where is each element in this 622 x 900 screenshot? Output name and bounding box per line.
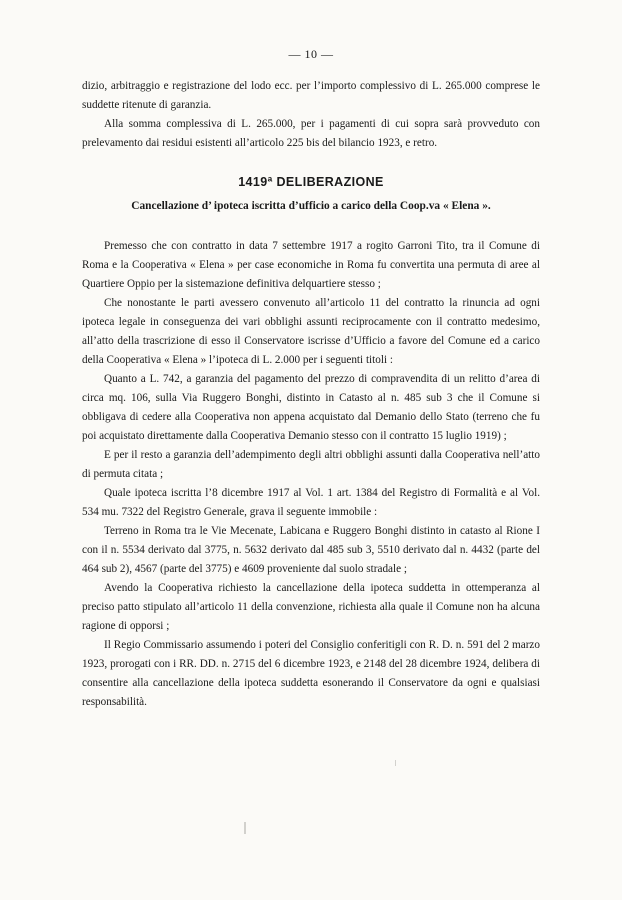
lead-text xyxy=(82,77,540,153)
deliberation-body xyxy=(82,237,540,712)
deliberation-subheading: Cancellazione d’ ipoteca iscritta d’ufficio a carico della Coop.va « Elena ». xyxy=(131,200,491,212)
body-paragraph: Il Regio Commissario assumendo i poteri del Consiglio conferitigli con R. D. n. 591 del 2 marzo 1923, prorogati con i RR. DD. n. 2715 del 6 dicembre 1923, e 2148 del 28 dicembre 1924, delibera di consentire alla cancellazione della ipoteca suddetta esonerando il Conservatore da ogni e qualsiasi responsabilità. xyxy=(82,639,540,708)
paper-speck xyxy=(395,760,396,766)
paper-speck xyxy=(244,822,246,834)
body-paragraph: Avendo la Cooperativa richiesto la cancellazione della ipoteca suddetta in ottemperanza al preciso patto stipulato all’articolo 11 della convenzione, richiesta alla quale il Comune non ha alcuna ragione di opporsi ; xyxy=(82,582,540,632)
page-number: — 10 — xyxy=(288,47,334,61)
body-paragraph: Quanto a L. 742, a garanzia del pagamento del prezzo di compravendita di un relitto d’area di circa mq. 106, sulla Via Ruggero Bonghi, distinto in Catasto al n. 485 sub 3 che il Comune si obbligava di cedere alla Cooperativa non appena acquistato dal Demanio dello Stato (terreno che fu poi acquistato direttamente dalla Cooperativa Demanio stesso con il contratto 15 luglio 1919) ; xyxy=(82,373,540,442)
body-paragraph: Quale ipoteca iscritta l’8 dicembre 1917 al Vol. 1 art. 1384 del Registro di Formalità e al Vol. 534 mu. 7322 del Registro Generale, grava il seguente immobile : xyxy=(82,487,540,518)
body-paragraph: E per il resto a garanzia dell’adempimento degli altri obblighi assunti dalla Cooperativa nell’atto di permuta citata ; xyxy=(82,449,540,480)
body-paragraph: Terreno in Roma tra le Vie Mecenate, Labicana e Ruggero Bonghi distinto in catasto al Rione I con il n. 5534 derivato dal 3775, n. 5632 derivato dal 485 sub 3, 5510 derivato dal n. 4432 (parte del 464 sub 2), 4567 (parte del 3775) e 4609 proveniente dal suolo stradale ; xyxy=(82,525,540,575)
deliberation-heading: 1419ª DELIBERAZIONE xyxy=(238,175,384,189)
body-paragraph: Premesso che con contratto in data 7 settembre 1917 a rogito Garroni Tito, tra il Comune di Roma e la Cooperativa « Elena » per case economiche in Roma fu convertita una permuta di aree al Quartiere Oppio per la sistemazione definitiva delquartiere stesso ; xyxy=(82,240,540,290)
body-paragraph: Che nonostante le parti avessero convenuto all’articolo 11 del contratto la rinuncia ad ogni ipoteca legale in conseguenza dei vari obblighi assunti reciprocamente con il contratto medesimo, all’atto della trascrizione di esso il Conservatore iscrisse d’Ufficio a favore del Comune ed a carico della Cooperativa « Elena » l’ipoteca di L. 2.000 per i seguenti titoli : xyxy=(82,297,540,366)
lead-paragraph: dizio, arbitraggio e registrazione del lodo ecc. per l’importo complessivo di L. 265.000 comprese le suddette ritenute di garanzia. xyxy=(82,80,540,111)
lead-paragraph: Alla somma complessiva di L. 265.000, per i pagamenti di cui sopra sarà provveduto con prelevamento dai residui esistenti all’articolo 225 bis del bilancio 1923, e retro. xyxy=(82,118,540,149)
